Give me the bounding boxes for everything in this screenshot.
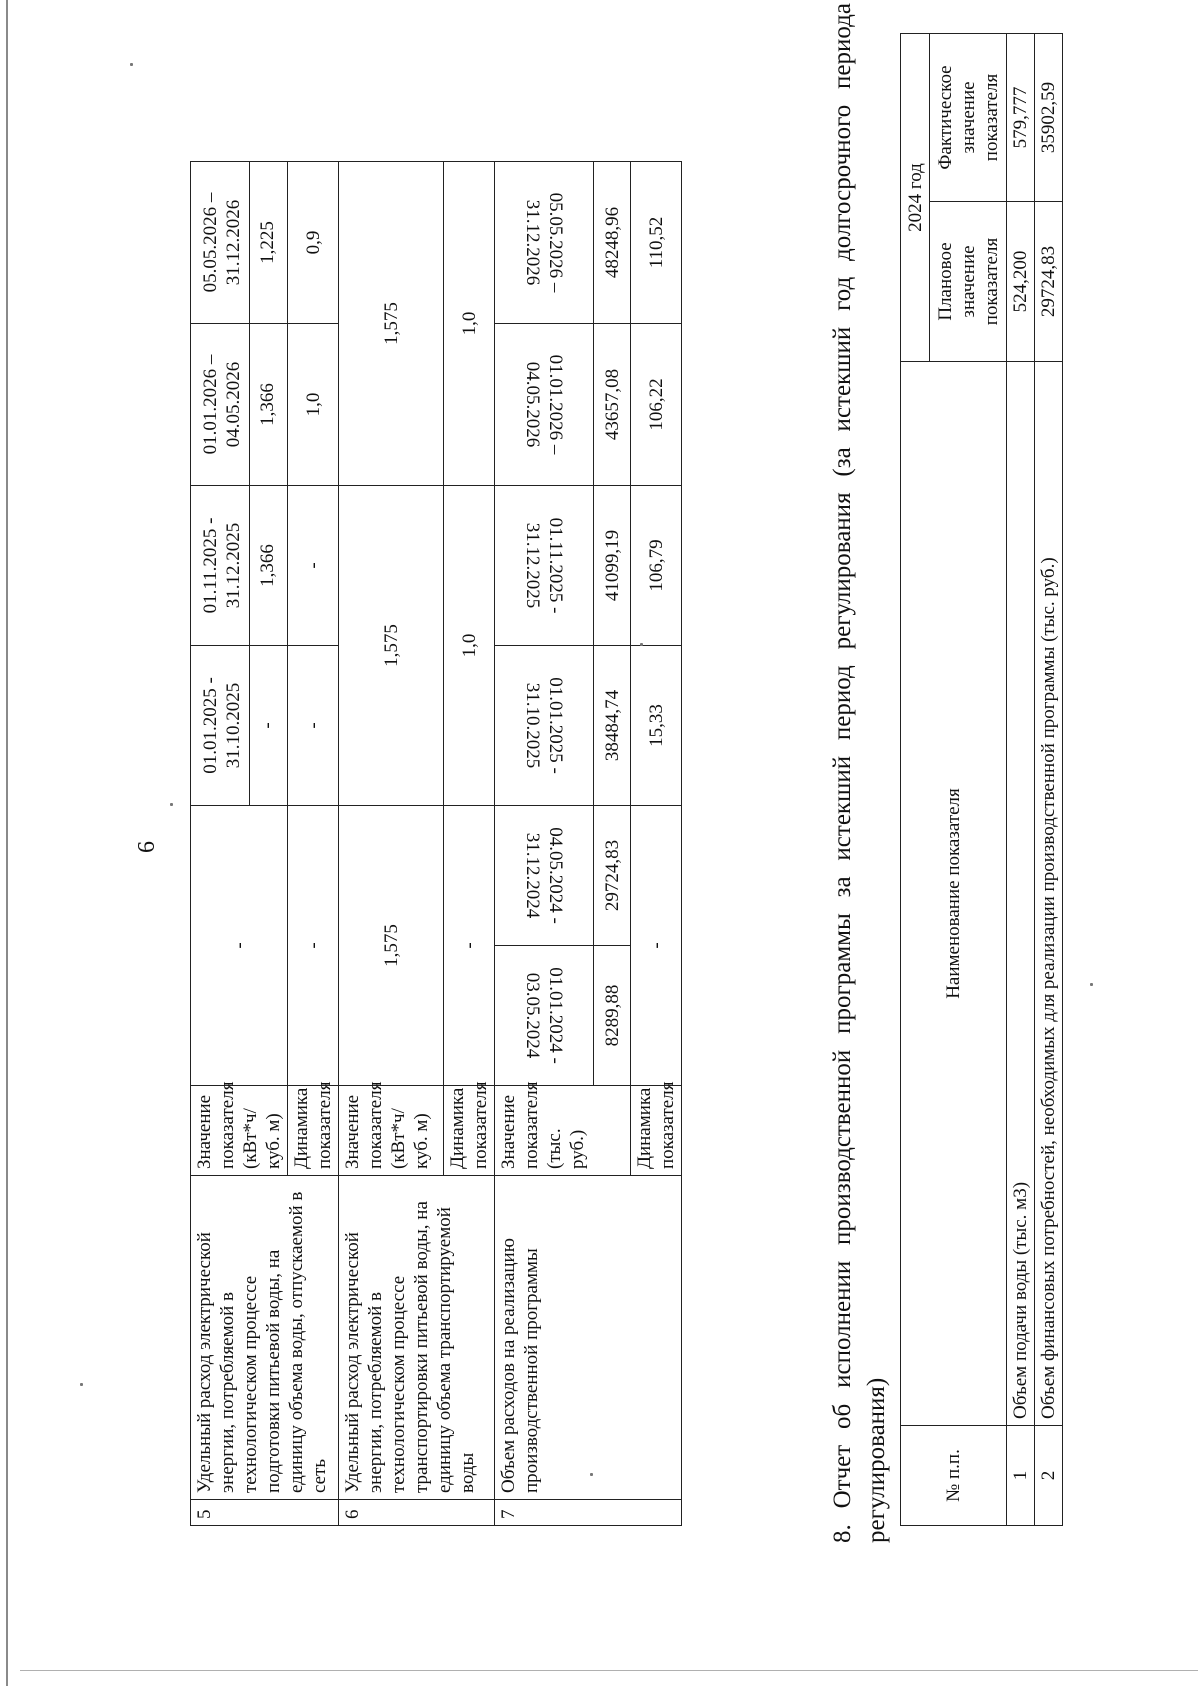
plan-value: 29724,83 [1035,202,1063,362]
dynamic-value: 1,0 [288,323,339,485]
table-row [339,161,444,1525]
period-value-cell [191,323,288,485]
value-2024: - [191,805,288,1085]
scan-speck [1090,983,1093,986]
period-label-upside-down [495,946,594,1086]
dynamic-value: 106,22 [631,323,682,485]
period-value: 41099,19 [594,485,631,645]
table-row [1035,33,1063,1525]
period-value: 48248,96 [594,161,631,323]
scan-speck [130,63,133,66]
scan-speck [80,1383,83,1386]
report-table [900,33,1063,1526]
dynamic-value: 0,9 [288,161,339,323]
period-label-upside-down [495,485,594,645]
row-number: 2 [1035,1426,1063,1526]
period-label: 05.05.2026 – 31.12.2026 [200,192,244,293]
period-value: 29724,83 [594,805,631,945]
period-value: - [249,646,279,805]
dynamic-value: 15,33 [631,645,682,805]
table-row [191,161,288,1525]
dynamic-value: - [288,645,339,805]
period-label: 01.11.2025 - 31.12.2025 [522,517,566,614]
dynamic-value: 110,52 [631,161,682,323]
indicator-name: Объем подачи воды (тыс. м3) [1007,362,1035,1426]
indicator-name: Удельный расход электрической энергии, потребляемой в технологическом процессе транспортировки питьевой воды, на единицу объема транспортируемой воды [339,1176,495,1500]
table-header-row [901,33,930,1525]
row-number: 6 [339,1500,495,1526]
period-value-cell [191,485,288,645]
period-label: 01.01.2024 - 03.05.2024 [522,967,566,1064]
period-value: 1,366 [249,324,279,485]
section-8-title: 8. Отчет об исполнении производственной программы за истекший период регулирования (за истекший год долгосрочного периода регулирования) [829,3,890,1543]
period-label: 05.05.2026 – 31.12.2026 [522,192,566,293]
row-number: 5 [191,1500,339,1526]
indicator-name: Объем финансовых потребностей, необходимых для реализации производственной программы (тыс. руб.) [1035,362,1063,1426]
scan-speck [590,1473,593,1476]
period-value: 38484,74 [594,645,631,805]
value-label: Значение показателя (кВт*ч/куб. м) [339,1086,444,1176]
table-row [495,161,594,1525]
period-label: 01.01.2025 - 31.10.2025 [522,677,566,774]
dynamic-2024: - [288,805,339,1085]
dynamic-label: Динамика показателя [288,1086,339,1176]
period-label-upside-down [495,645,594,805]
header-no: № п.п. [901,1426,1007,1526]
dynamic-label: Динамика показателя [631,1086,682,1176]
fact-value: 579,777 [1007,33,1035,201]
indicators-table [190,161,682,1526]
period-value: 1,225 [249,162,279,323]
dynamic-2024: - [631,805,682,1085]
period-label: 04.05.2024 - 31.12.2024 [522,827,566,924]
plan-value: 524,200 [1007,202,1035,362]
header-fact: Фактическое значение показателя [930,33,1007,201]
period-label: 01.01.2025 - 31.10.2025 [200,677,244,774]
scan-speck [640,643,643,646]
period-value-cell [191,161,288,323]
value-2025: 1,575 [339,485,444,805]
dynamic-2026: 1,0 [444,161,495,485]
dynamic-label: Динамика показателя [444,1086,495,1176]
scan-speck [170,803,173,806]
period-value-cell [191,645,288,805]
dynamic-value: 106,79 [631,485,682,645]
dynamic-2024: - [444,805,495,1085]
header-year: 2024 год [901,33,930,361]
dynamic-value: - [288,485,339,645]
value-label: Значение показателя (тыс. руб.) [495,1086,631,1176]
period-label: 01.01.2026 – 04.05.2026 [200,354,244,455]
period-value: 1,366 [249,486,279,645]
page-number: 6 [134,841,160,853]
period-label-upside-down [495,161,594,323]
header-name: Наименование показателя [901,362,1007,1426]
value-2024: 1,575 [339,805,444,1085]
header-plan: Плановое значение показателя [930,202,1007,362]
period-label-upside-down [495,805,594,945]
indicator-name: Удельный расход электрической энергии, потребляемой в технологическом процессе подготовки питьевой воды, на единицу объема воды, отпускаемой в сеть [191,1176,339,1500]
period-label: 01.01.2026 – 04.05.2026 [522,354,566,455]
value-label: Значение показателя (кВт*ч/куб. м) [191,1086,288,1176]
period-label-upside-down [495,323,594,485]
row-number: 7 [495,1500,682,1526]
dynamic-2025: 1,0 [444,485,495,805]
period-value: 8289,88 [594,946,631,1086]
table-row [1007,33,1035,1525]
row-number: 1 [1007,1426,1035,1526]
indicator-name: Объем расходов на реализацию производственной программы [495,1176,682,1500]
period-label: 01.11.2025 - 31.12.2025 [200,517,244,614]
fact-value: 35902,59 [1035,33,1063,201]
value-2026: 1,575 [339,161,444,485]
period-value: 43657,08 [594,323,631,485]
